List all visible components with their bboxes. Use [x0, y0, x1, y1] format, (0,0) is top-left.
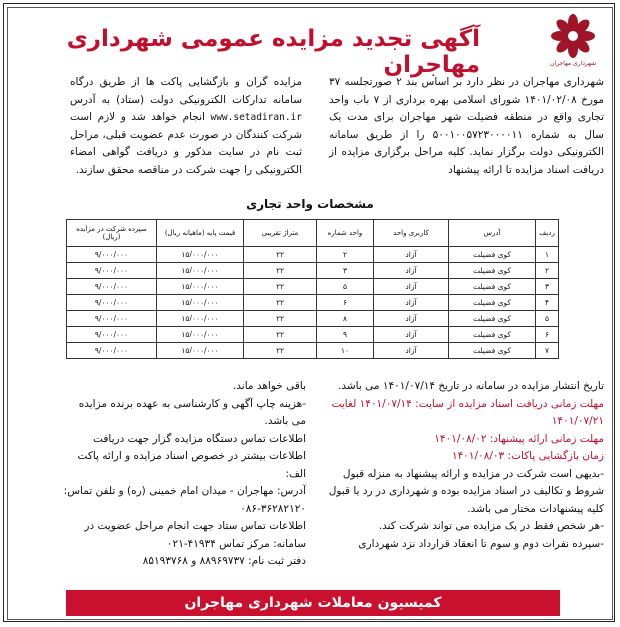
- publish-date: تاریخ انتشار مزایده در سامانه در تاریخ ۱۴۰۱/۰۷/۱۴ می باشد.: [338, 380, 604, 392]
- table-cell: ۹/۰۰۰/۰۰۰: [67, 279, 157, 295]
- note-print-cost: -هزینه چاپ آگهی و کارشناسی به عهده برنده مزایده می باشد.: [78, 397, 306, 427]
- table-cell: آزاد: [374, 343, 449, 359]
- units-table: [66, 219, 559, 359]
- col-header-deposit: سپرده شرکت در مزایده (ریال): [67, 220, 157, 247]
- table-cell: ۸: [317, 311, 374, 327]
- table-cell: ۲۲: [244, 279, 317, 295]
- table-title: مشخصات واحد تجاری: [246, 197, 374, 211]
- intro-left-text-2: انجام خواهد شد و لازم است شرکت کنندگان در صورت عدم عضویت قبلی، مراحل ثبت نام در سایت مذکور و دریافت گواهی امضاء الکترونیکی را جهت شرکت در مناقصه محقق سازند.: [70, 111, 302, 176]
- table-cell: ۹: [317, 327, 374, 343]
- table-row: [67, 327, 559, 343]
- table-cell: آزاد: [374, 279, 449, 295]
- table-cell: آزاد: [374, 263, 449, 279]
- table-cell: ۲۲: [244, 295, 317, 311]
- table-cell: کوی فضیلت: [449, 327, 536, 343]
- note-deposit: -سپرده نفرات دوم و سوم تا انعقاد قرارداد نزد شهرداری: [358, 537, 604, 550]
- table-cell: آزاد: [374, 247, 449, 263]
- table-cell: آزاد: [374, 311, 449, 327]
- setad-contact: اطلاعات تماس ستاد جهت انجام مراحل عضویت در سامانه: مرکز تماس ۴۱۹۳۴-۰۲۱: [84, 520, 306, 550]
- units-table-body: [67, 247, 559, 359]
- table-cell: کوی فضیلت: [449, 295, 536, 311]
- table-header-row: [67, 220, 559, 247]
- table-cell: ۶: [536, 327, 559, 343]
- col-header-base-price: قیمت پایه (ماهیانه ریال): [157, 220, 244, 247]
- table-row: [67, 311, 559, 327]
- table-cell: ۲۲: [244, 327, 317, 343]
- table-row: [67, 263, 559, 279]
- table-cell: ۲: [317, 247, 374, 263]
- address-phone: آدرس: مهاجران - میدان امام خمینی (ره) و تلفن تماس: ۳۶۲۸۲۱۲۰-۰۸۶: [63, 485, 306, 515]
- table-cell: ۹/۰۰۰/۰۰۰: [67, 247, 157, 263]
- table-cell: کوی فضیلت: [449, 247, 536, 263]
- table-row: [67, 343, 559, 359]
- col-header-unit-number: واحد شماره: [317, 220, 374, 247]
- municipality-logo: [544, 12, 602, 66]
- header: [10, 10, 610, 78]
- table-cell: ۹/۰۰۰/۰۰۰: [67, 327, 157, 343]
- table-row: [67, 247, 559, 263]
- table-cell: ۲: [536, 263, 559, 279]
- table-cell: ۱۵/۰۰۰/۰۰۰: [157, 311, 244, 327]
- table-cell: کوی فضیلت: [449, 311, 536, 327]
- table-cell: ۲۲: [244, 263, 317, 279]
- deposit-continued: باقی خواهد ماند.: [232, 380, 306, 392]
- details-left-column: [62, 378, 306, 571]
- table-cell: ۱۵/۰۰۰/۰۰۰: [157, 247, 244, 263]
- table-cell: ۹/۰۰۰/۰۰۰: [67, 295, 157, 311]
- table-cell: ۴: [536, 295, 559, 311]
- table-cell: کوی فضیلت: [449, 279, 536, 295]
- table-cell: کوی فضیلت: [449, 263, 536, 279]
- intro-left-column: [70, 74, 302, 179]
- table-cell: ۱۵/۰۰۰/۰۰۰: [157, 295, 244, 311]
- col-header-address: آدرس: [449, 220, 536, 247]
- table-cell: ۲۲: [244, 311, 317, 327]
- registration-office: دفتر ثبت نام: ۸۸۹۶۹۷۳۷ و ۸۵۱۹۳۷۶۸: [142, 555, 306, 567]
- offer-deadline: مهلت زمانی ارائه پیشنهاد: ۱۴۰۱/۰۸/۰۲: [434, 432, 604, 445]
- col-header-usage: کاربری واحد: [374, 220, 449, 247]
- docs-deadline: مهلت زمانی دریافت اسناد مزایده از سایت: ۱۴۰۱/۰۷/۱۴ لغایت ۱۴۰۱/۰۷/۲۱: [331, 397, 604, 427]
- table-cell: ۹/۰۰۰/۰۰۰: [67, 311, 157, 327]
- setad-url-link[interactable]: www.setadiran.ir: [210, 112, 302, 123]
- details-right-column: [314, 378, 604, 553]
- page-title: آگهی تجدید مزایده عمومی شهرداری مهاجران: [66, 26, 480, 78]
- table-row: [67, 295, 559, 311]
- note-conditions: -بدیهی است شرکت در مزایده و ارائه پیشنهاد به منزله قبول شروط و تکالیف در اسناد مزایده بوده و شهرداری در رد یا قبول کلیه پیشنهادات مختار می باشد.: [328, 467, 604, 515]
- table-cell: آزاد: [374, 295, 449, 311]
- col-header-row-number: ردیف: [536, 220, 559, 247]
- table-cell: کوی فضیلت: [449, 343, 536, 359]
- contact-intro: اطلاعات تماس دستگاه مزایده گزار جهت دریافت اطلاعات بیشتر در خصوص اسناد مزایده و ارائه پاکت الف:: [77, 432, 306, 480]
- table-cell: ۵: [317, 279, 374, 295]
- table-cell: ۲۲: [244, 247, 317, 263]
- table-cell: ۵: [536, 311, 559, 327]
- table-cell: ۳: [317, 263, 374, 279]
- table-cell: ۷: [536, 343, 559, 359]
- table-cell: آزاد: [374, 327, 449, 343]
- table-cell: ۱: [536, 247, 559, 263]
- footer-banner: کمیسیون معاملات شهرداری مهاجران: [66, 590, 560, 616]
- table-cell: ۱۵/۰۰۰/۰۰۰: [157, 263, 244, 279]
- table-cell: ۱۵/۰۰۰/۰۰۰: [157, 343, 244, 359]
- intro-left-text: مزایده گران و بازگشایی پاکت ها از طریق درگاه سامانه تدارکات الکترونیکی دولت (ستاد) به آدرس: [70, 76, 302, 106]
- logo-caption: شهرداری مهاجران: [550, 60, 596, 67]
- table-cell: ۲۲: [244, 343, 317, 359]
- table-cell: ۱۰: [317, 343, 374, 359]
- note-single-bid: -هر شخص فقط در یک مزایده می تواند شرکت کند.: [378, 520, 604, 532]
- col-header-area: متراژ تقریبی: [244, 220, 317, 247]
- table-cell: ۶: [317, 295, 374, 311]
- opening-date: زمان بازگشایی پاکات: ۱۴۰۱/۰۸/۰۳: [452, 450, 604, 462]
- table-cell: ۱۵/۰۰۰/۰۰۰: [157, 279, 244, 295]
- flower-emblem-icon: [544, 12, 602, 62]
- table-cell: ۹/۰۰۰/۰۰۰: [67, 263, 157, 279]
- table-cell: ۱۵/۰۰۰/۰۰۰: [157, 327, 244, 343]
- table-cell: ۳: [536, 279, 559, 295]
- intro-right-column: شهرداری مهاجران در نظر دارد بر اساس بند ۲ صورتجلسه ۳۷ مورخ ۱۴۰۱/۰۲/۰۸ شورای اسلامی بهره برداری از ۷ باب واحد تجاری واقع در منطقه فضیلت شهر مهاجران برای مدت یک سال به شماره ۵۰۰۱۰۰۵۷۲۳۰۰۰۰۱۱ را از طریق سامانه الکترونیکی دولت برگزار نماید. کلیه مراحل برگزاری مزایده از دریافت اسناد مزایده تا ارائه پیشنهاد: [329, 76, 604, 176]
- table-cell: ۹/۰۰۰/۰۰۰: [67, 343, 157, 359]
- table-row: [67, 279, 559, 295]
